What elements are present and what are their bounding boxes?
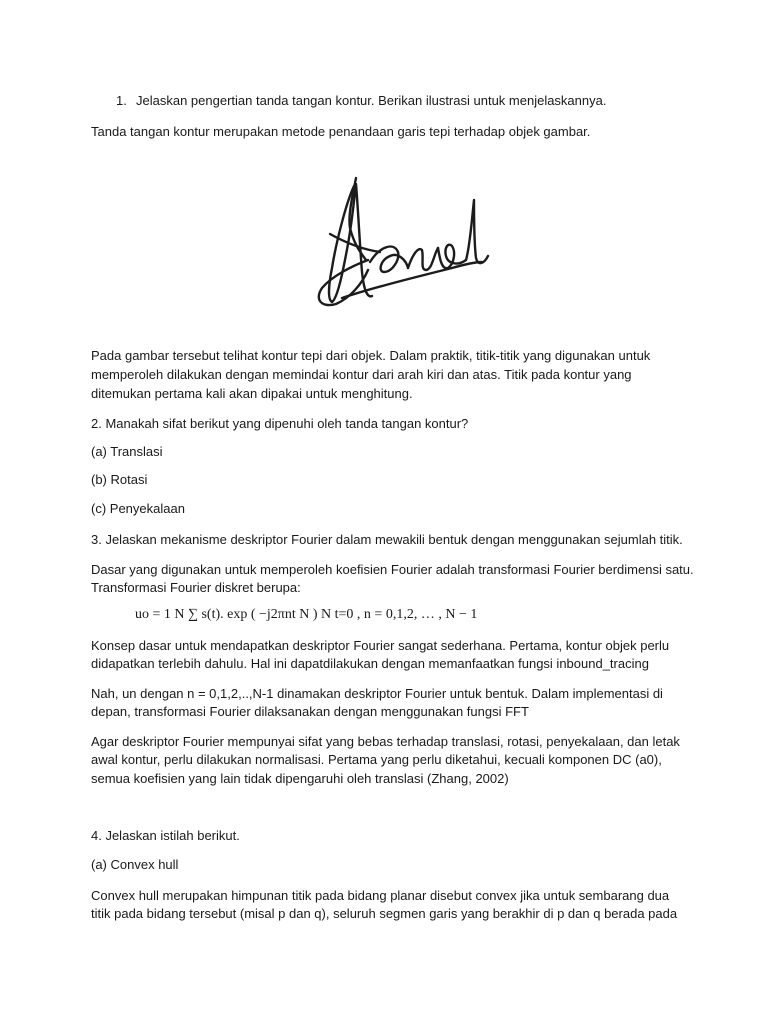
- q3-intro-line-1: Dasar yang digunakan untuk memperoleh koefisien Fourier adalah transformasi Fourier berdimensi satu.: [91, 562, 694, 577]
- q3-para3-line-1: Agar deskriptor Fourier mempunyai sifat yang bebas terhadap translasi, rotasi, penyekalaan, dan letak: [91, 734, 680, 749]
- q1-number: 1.: [116, 93, 127, 108]
- q3-para3-line-2: awal kontur, perlu dilakukan normalisasi. Pertama yang perlu diketahui, kecuali komponen DC (a0),: [91, 752, 662, 767]
- q3-para2-line-1: Nah, un dengan n = 0,1,2,..,N-1 dinamakan deskriptor Fourier untuk bentuk. Dalam implementasi di: [91, 686, 663, 701]
- q3-intro-line-2: Transformasi Fourier diskret berupa:: [91, 580, 301, 595]
- q4-answer-line-2: titik pada bidang tersebut (misal p dan q), seluruh segmen garis yang berakhir di p dan q berada pada: [91, 906, 678, 921]
- q2-option-a: (a) Translasi: [91, 444, 163, 459]
- q1-question: Jelaskan pengertian tanda tangan kontur. Berikan ilustrasi untuk menjelaskannya.: [136, 93, 607, 108]
- q3-para1-line-1: Konsep dasar untuk mendapatkan deskriptor Fourier sangat sederhana. Pertama, kontur objek perlu: [91, 638, 670, 653]
- contour-signature-image: [262, 148, 504, 338]
- q2-option-b: (b) Rotasi: [91, 472, 148, 487]
- q3-para3-line-3: semua koefisien yang lain tidak dipengaruhi oleh translasi (Zhang, 2002): [91, 771, 509, 786]
- q3-question: 3. Jelaskan mekanisme deskriptor Fourier dalam mewakili bentuk dengan menggunakan sejumlah titik.: [91, 532, 683, 547]
- q4-sub-a: (a) Convex hull: [91, 857, 179, 872]
- q3-para1-line-2: didapatkan terlebih dahulu. Hal ini dapatdilakukan dengan memanfaatkan fungsi inbound_tracing: [91, 656, 649, 671]
- q1-explanation-line-3: ditemukan pertama kali akan dipakai untuk menghitung.: [91, 386, 413, 401]
- q1-explanation-line-1: Pada gambar tersebut telihat kontur tepi dari objek. Dalam praktik, titik-titik yang digunakan untuk: [91, 348, 651, 363]
- q1-answer: Tanda tangan kontur merupakan metode penandaan garis tepi terhadap objek gambar.: [91, 124, 591, 139]
- q4-answer-line-1: Convex hull merupakan himpunan titik pada bidang planar disebut convex jika untuk sembarang dua: [91, 888, 670, 903]
- q2-option-c: (c) Penyekalaan: [91, 501, 185, 516]
- q4-question: 4. Jelaskan istilah berikut.: [91, 828, 240, 843]
- fourier-formula: uo = 1 N ∑ s(t). exp ( −j2πnt N ) N t=0 , n = 0,1,2, … , N − 1: [135, 607, 478, 622]
- q2-question: 2. Manakah sifat berikut yang dipenuhi oleh tanda tangan kontur?: [91, 416, 469, 431]
- q3-para2-line-2: depan, transformasi Fourier dilaksanakan dengan menggunakan fungsi FFT: [91, 704, 529, 719]
- q1-explanation-line-2: memperoleh dilakukan dengan memindai kontur dari arah kiri dan atas. Titik pada kontur yang: [91, 367, 632, 382]
